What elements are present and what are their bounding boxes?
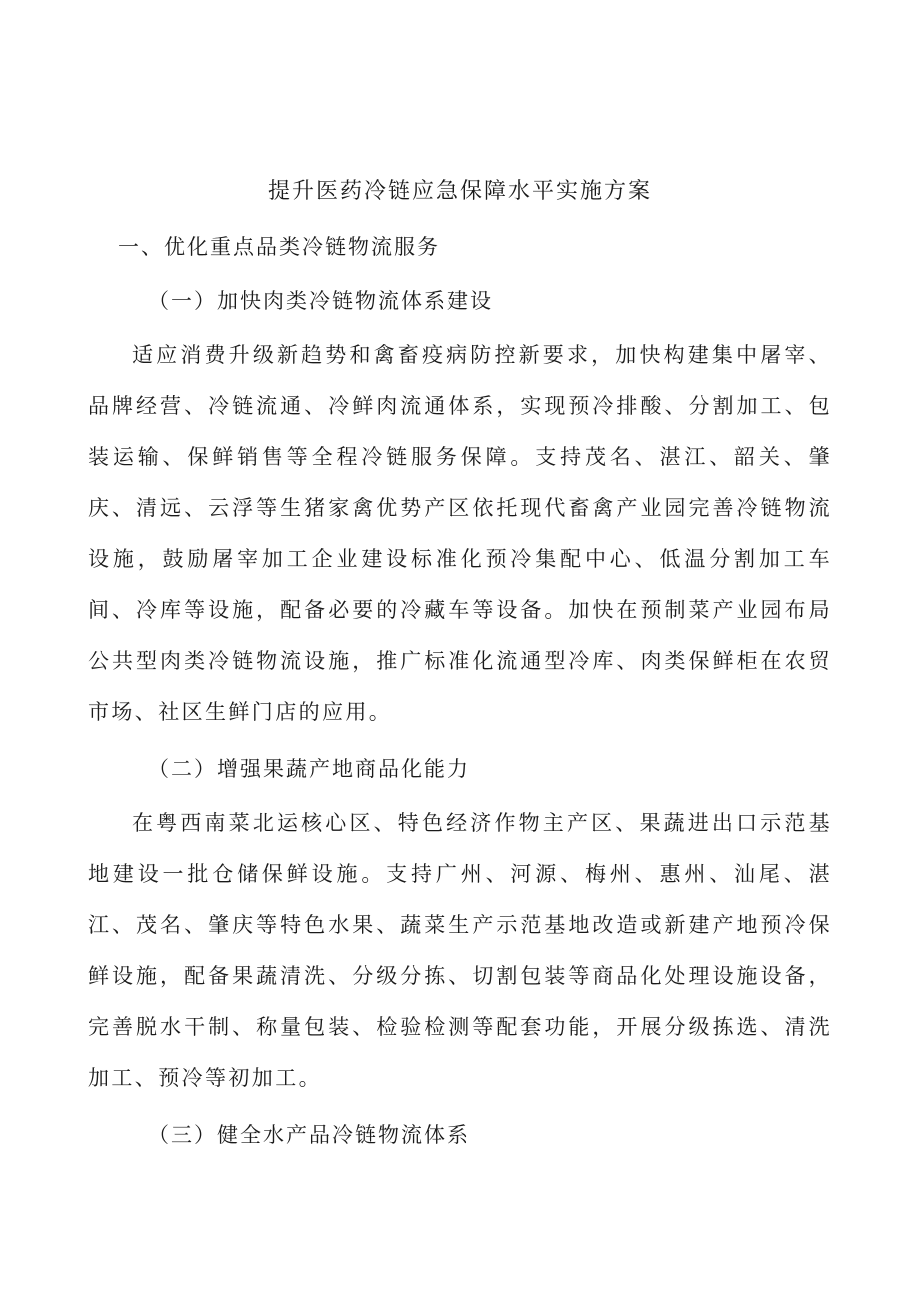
paragraph-meat-cold-chain: 适应消费升级新趋势和禽畜疫病防控新要求，加快构建集中屠宰、品牌经营、冷链流通、冷鲜肉流通体系，实现预冷排酸、分割加工、包装运输、保鲜销售等全程冷链服务保障。支持茂名、湛江、韶关、肇庆、清远、云浮等生猪家禽优势产区依托现代畜禽产业园完善冷链物流设施，鼓励屠宰加工企业建设标准化预冷集配中心、低温分割加工车间、冷库等设施，配备必要的冷藏车等设备。加快在预制菜产业园布局公共型肉类冷链物流设施，推广标准化流通型冷库、肉类保鲜柜在农贸市场、社区生鲜门店的应用。	[88, 343, 832, 724]
section-heading-1: 一、优化重点品类冷链物流服务	[118, 235, 440, 259]
subsection-heading-3: （三）健全水产品冷链物流体系	[148, 1123, 470, 1147]
document-title: 提升医药冷链应急保障水平实施方案	[267, 179, 652, 204]
subsection-heading-1: （一）加快肉类冷链物流体系建设	[148, 289, 493, 313]
paragraph-fruit-vegetable: 在粤西南菜北运核心区、特色经济作物主产区、果蔬进出口示范基地建设一批仓储保鲜设施。支持广州、河源、梅州、惠州、汕尾、湛江、茂名、肇庆等特色水果、蔬菜生产示范基地改造或新建产地预冷保鲜设施，配备果蔬清洗、分级分拣、切割包装等商品化处理设施设备，完善脱水干制、称量包装、检验检测等配套功能，开展分级拣选、清洗加工、预冷等初加工。	[88, 811, 832, 1090]
subsection-heading-2: （二）增强果蔬产地商品化能力	[148, 757, 470, 781]
